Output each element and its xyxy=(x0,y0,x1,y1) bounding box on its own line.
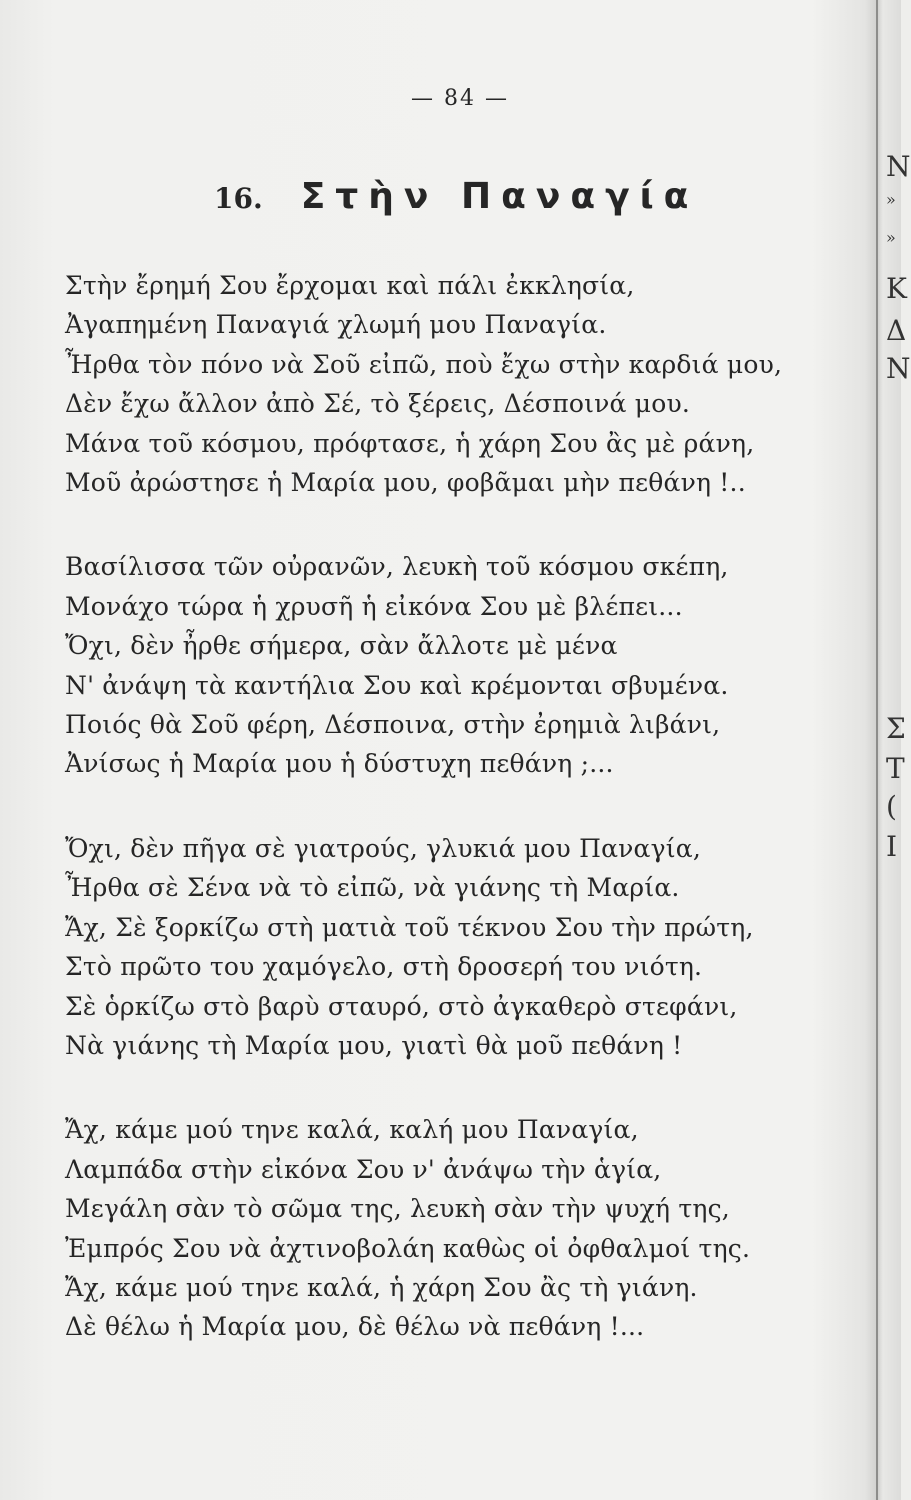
verse-line: Ἦρθα σὲ Σένα νὰ τὸ εἰπῶ, νὰ γιάνης τὴ Μαρία. xyxy=(65,873,680,903)
verse-line: Στὸ πρῶτο του χαμόγελο, στὴ δροσερή του νιότη. xyxy=(65,952,703,982)
verse-line: Ποιός θὰ Σοῦ φέρη, Δέσποινα, στὴν ἐρημιὰ λιβάνι, xyxy=(65,710,721,740)
verse-line: Ἄχ, κάμε μού τηνε καλά, καλή μου Παναγία, xyxy=(65,1115,639,1145)
edge-glyph: Σ xyxy=(886,712,906,745)
edge-glyph: Τ xyxy=(886,752,905,785)
edge-glyph: Κ xyxy=(886,272,907,305)
verse-line: Λαμπάδα στὴν εἰκόνα Σου ν' ἀνάψω τὴν ἁγία, xyxy=(65,1154,662,1184)
verse-line: Μάνα τοῦ κόσμου, πρόφτασε, ἡ χάρη Σου ἂς μὲ ράνη, xyxy=(65,428,755,458)
verse-line: Ἦρθα τὸν πόνο νὰ Σοῦ εἰπῶ, ποὺ ἔχω στὴν καρδιά μου, xyxy=(65,349,783,379)
poem-body xyxy=(65,266,865,1392)
edge-glyph: Δ xyxy=(886,314,907,347)
verse-line: Μεγάλη σὰν τὸ σῶμα της, λευκὴ σὰν τὴν ψυχή της, xyxy=(65,1194,730,1224)
edge-glyph: » xyxy=(886,228,896,247)
verse-line: Ἄχ, κάμε μού τηνε καλά, ἡ χάρη Σου ἂς τὴ γιάνη. xyxy=(65,1272,698,1302)
verse-line: Στὴν ἔρημή Σου ἔρχομαι καὶ πάλι ἐκκλησία, xyxy=(65,271,635,300)
edge-glyph: » xyxy=(886,190,896,209)
page-number: — 84 — xyxy=(411,86,509,111)
verse-line: Ἄχ, Σὲ ξορκίζω στὴ ματιὰ τοῦ τέκνου Σου τὴν πρώτη, xyxy=(65,912,754,942)
verse-line: Σὲ ὁρκίζω στὸ βαρὺ σταυρό, στὸ ἀγκαθερὸ στεφάνι, xyxy=(65,991,738,1021)
verse-line: Ὄχι, δὲν πῆγα σὲ γιατρούς, γλυκιά μου Παναγία, xyxy=(65,833,702,863)
stanza xyxy=(65,829,865,1065)
poem-title-text: Στὴν Παναγία xyxy=(300,176,699,217)
verse-line: Ὄχι, δὲν ἦρθε σήμερα, σὰν ἄλλοτε μὲ μένα xyxy=(65,631,618,661)
edge-glyph: Ι xyxy=(886,830,898,863)
facing-page-edge xyxy=(886,0,911,1500)
verse-line: Μοῦ ἀρώστησε ἡ Μαρία μου, φοβᾶμαι μὴν πεθάνη !.. xyxy=(65,468,746,498)
verse-line: Ἐμπρός Σου νὰ ἀχτινοβολάη καθὼς οἱ ὀφθαλμοί της. xyxy=(65,1233,751,1263)
poem-number: 16. xyxy=(214,182,263,215)
edge-glyph: Ν xyxy=(886,150,911,183)
verse-line: Ἀγαπημένη Παναγιά χλωμή μου Παναγία. xyxy=(65,310,607,340)
edge-glyph: ( xyxy=(886,790,897,823)
verse-line: Δὲν ἔχω ἄλλον ἀπὸ Σέ, τὸ ξέρεις, Δέσποινά μου. xyxy=(65,389,691,419)
stanza xyxy=(65,547,865,783)
poem-title xyxy=(214,176,698,217)
page-edge-divider xyxy=(876,0,878,1500)
verse-line: Δὲ θέλω ἡ Μαρία μου, δὲ θέλω νὰ πεθάνη !... xyxy=(65,1312,645,1342)
verse-line: Ν' ἀνάψη τὰ καντήλια Σου καὶ κρέμονται σβυμένα. xyxy=(65,670,729,700)
verse-line: Μονάχο τώρα ἡ χρυσῆ ἡ εἰκόνα Σου μὲ βλέπει... xyxy=(65,591,683,621)
verse-line: Ἀνίσως ἡ Μαρία μου ἡ δύστυχη πεθάνη ;... xyxy=(65,749,614,779)
edge-glyph: Ν xyxy=(886,352,911,385)
stanza xyxy=(65,1110,865,1346)
verse-line: Νὰ γιάνης τὴ Μαρία μου, γιατὶ θὰ μοῦ πεθάνη ! xyxy=(65,1030,683,1060)
stanza xyxy=(65,266,865,502)
verse-line: Βασίλισσα τῶν οὐρανῶν, λευκὴ τοῦ κόσμου σκέπη, xyxy=(65,552,729,582)
